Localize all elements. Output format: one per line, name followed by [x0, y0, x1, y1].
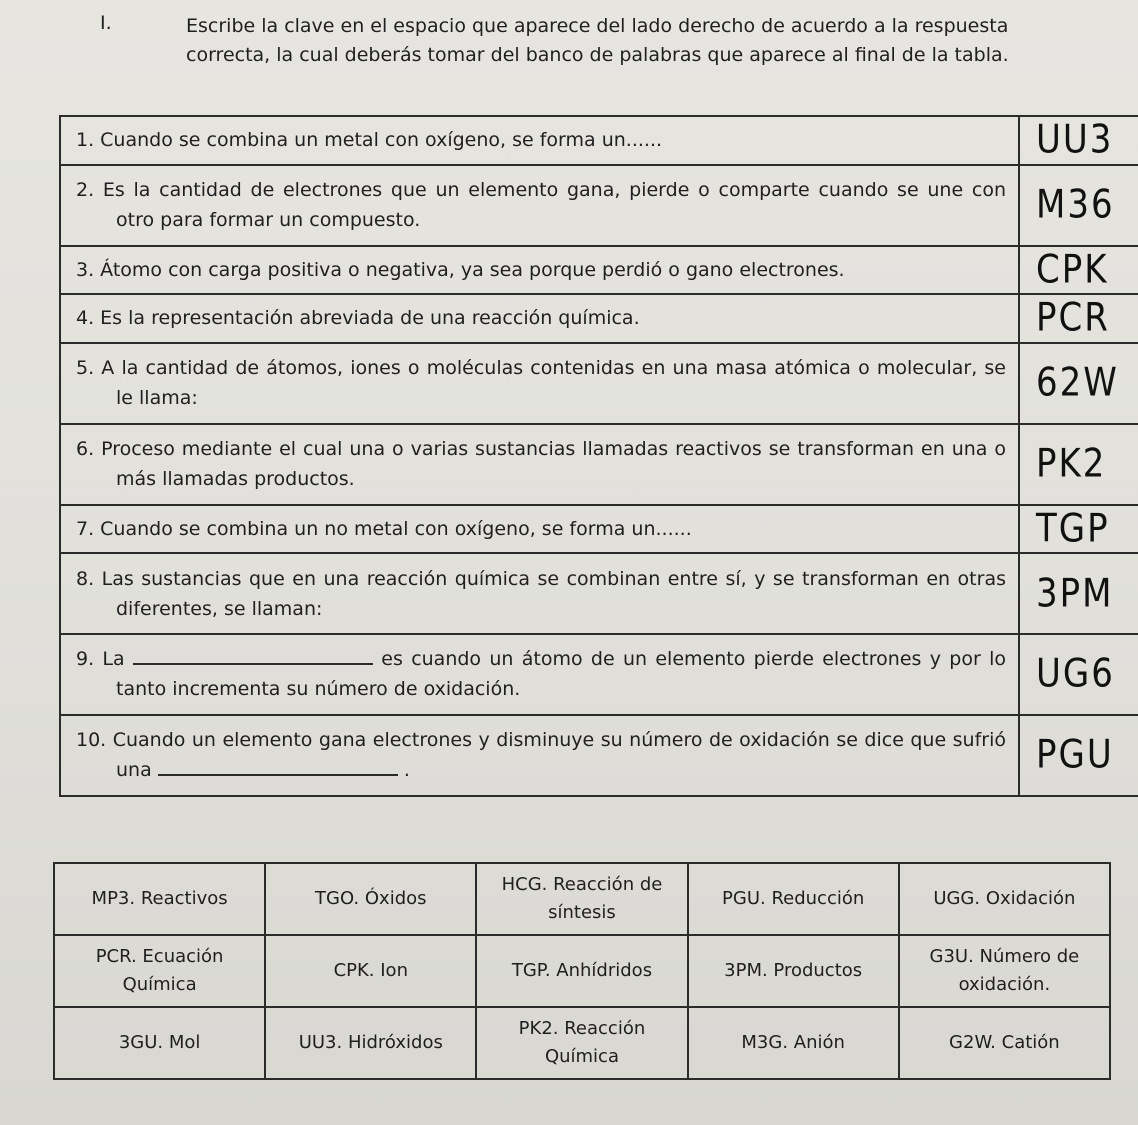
- answer-cell[interactable]: [1019, 246, 1138, 295]
- question-label: 3. Átomo con carga positiva o negativa, ya sea porque perdió o gano electrones.: [76, 258, 845, 281]
- word-bank-entry: UGG. Oxidación: [899, 863, 1110, 935]
- answer-cell[interactable]: [1019, 505, 1138, 554]
- word-bank-entry: PCR. Ecuación Química: [54, 935, 265, 1007]
- handwritten-answer: M36: [1036, 182, 1115, 229]
- question-row: [60, 294, 1138, 343]
- question-row: [60, 634, 1138, 715]
- answer-cell[interactable]: [1019, 715, 1138, 796]
- handwritten-answer: 62W: [1036, 360, 1119, 407]
- section-number: I.: [100, 12, 112, 34]
- question-text: [60, 553, 1019, 634]
- question-label: 2. Es la cantidad de electrones que un elemento gana, pierde o comparte cuando se une con otro para formar un compuesto.: [76, 179, 1006, 232]
- answer-cell[interactable]: [1019, 294, 1138, 343]
- answer-cell[interactable]: [1019, 634, 1138, 715]
- word-bank-entry: MP3. Reactivos: [54, 863, 265, 935]
- question-label: 1. Cuando se combina un metal con oxígeno, se forma un......: [76, 129, 663, 152]
- word-bank-row: [54, 863, 1110, 935]
- answer-cell[interactable]: [1019, 424, 1138, 505]
- answer-cell[interactable]: [1019, 553, 1138, 634]
- word-bank-entry: HCG. Reacción de síntesis: [476, 863, 687, 935]
- answer-cell[interactable]: [1019, 343, 1138, 424]
- question-label-start: 9. La: [76, 648, 125, 671]
- handwritten-answer: UU3: [1036, 117, 1114, 164]
- questions-table: [59, 115, 1138, 797]
- question-text: [60, 343, 1019, 424]
- question-text: [60, 116, 1019, 165]
- answer-cell[interactable]: [1019, 165, 1138, 246]
- question-row: [60, 246, 1138, 295]
- question-label: 7. Cuando se combina un no metal con oxígeno, se forma un......: [76, 517, 692, 540]
- question-text: [60, 294, 1019, 343]
- word-bank-row: [54, 1007, 1110, 1079]
- word-bank-entry: TGO. Óxidos: [265, 863, 476, 935]
- question-text: [60, 634, 1019, 715]
- question-label-end: .: [403, 759, 410, 782]
- question-text: [60, 715, 1019, 796]
- word-bank-entry: G3U. Número de oxidación.: [899, 935, 1110, 1007]
- question-label: 5. A la cantidad de átomos, iones o moléculas contenidas en una masa atómica o molecular, se le llama:: [76, 357, 1006, 410]
- question-row: [60, 715, 1138, 796]
- word-bank-entry: PK2. Reacción Química: [476, 1007, 687, 1079]
- question-label: 6. Proceso mediante el cual una o varias sustancias llamadas reactivos se transforman en una o más llamadas productos.: [76, 438, 1006, 491]
- word-bank-entry: TGP. Anhídridos: [476, 935, 687, 1007]
- answer-cell[interactable]: [1019, 116, 1138, 165]
- instructions-text: Escribe la clave en el espacio que aparece del lado derecho de acuerdo a la respuesta correcta, la cual deberás tomar del banco de palabras que aparece al final de la tabla.: [186, 15, 1009, 66]
- question-row: [60, 116, 1138, 165]
- handwritten-answer: 3PM: [1036, 570, 1114, 617]
- word-bank-entry: M3G. Anión: [688, 1007, 899, 1079]
- word-bank-entry: G2W. Catión: [899, 1007, 1110, 1079]
- question-label-start: 10. Cuando un elemento gana electrones y disminuye su número de oxidación se dice que sufrió una: [76, 729, 1006, 782]
- handwritten-answer: PK2: [1036, 441, 1107, 488]
- word-bank-entry: 3PM. Productos: [688, 935, 899, 1007]
- handwritten-answer: UG6: [1036, 651, 1115, 698]
- fill-blank-line: [133, 645, 373, 665]
- handwritten-answer: PCR: [1036, 295, 1110, 342]
- fill-blank-line: [158, 756, 398, 776]
- question-row: [60, 505, 1138, 554]
- question-row: [60, 424, 1138, 505]
- question-text: [60, 505, 1019, 554]
- word-bank-entry: UU3. Hidróxidos: [265, 1007, 476, 1079]
- question-text: [60, 246, 1019, 295]
- word-bank-entry: CPK. Ion: [265, 935, 476, 1007]
- question-text: [60, 424, 1019, 505]
- question-label: 4. Es la representación abreviada de una reacción química.: [76, 307, 640, 330]
- word-bank-row: [54, 935, 1110, 1007]
- handwritten-answer: TGP: [1036, 505, 1110, 552]
- question-text: [60, 165, 1019, 246]
- handwritten-answer: PGU: [1036, 732, 1114, 779]
- word-bank-entry: PGU. Reducción: [688, 863, 899, 935]
- question-label-end: es cuando un átomo de un elemento pierde electrones y por lo tanto incrementa su número de oxidación.: [116, 648, 1006, 701]
- word-bank-entry: 3GU. Mol: [54, 1007, 265, 1079]
- question-row: [60, 165, 1138, 246]
- question-label: 8. Las sustancias que en una reacción química se combinan entre sí, y se transforman en otras diferentes, se llaman:: [76, 567, 1006, 620]
- handwritten-answer: CPK: [1036, 246, 1109, 293]
- question-row: [60, 553, 1138, 634]
- question-row: [60, 343, 1138, 424]
- word-bank-table: [53, 862, 1111, 1080]
